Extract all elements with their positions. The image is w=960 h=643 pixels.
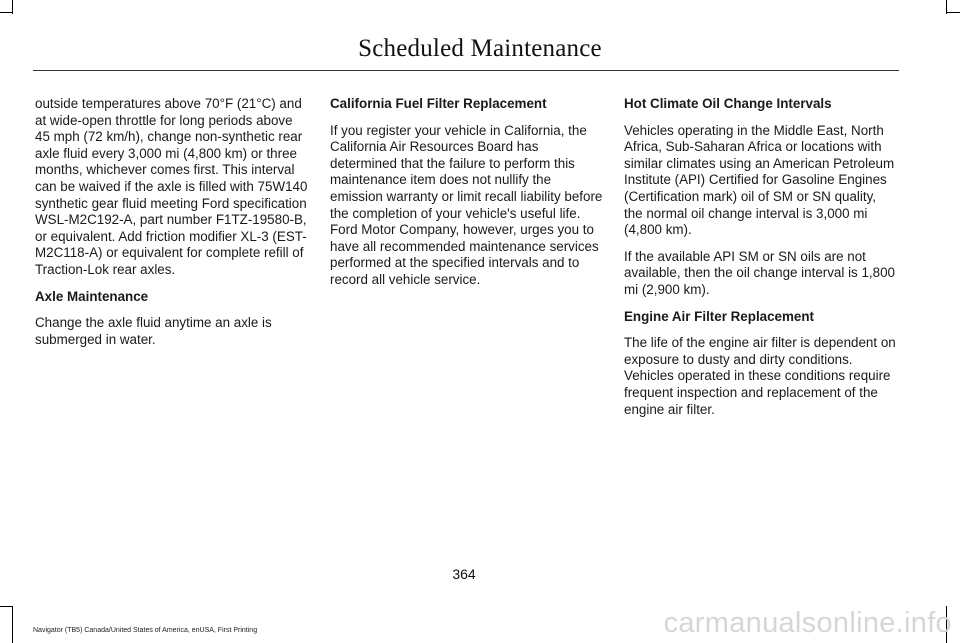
rear-axle-fluid-paragraph: outside temperatures above 70°F (21°C) and at wide-open throttle for long periods above 45 mph (72 km/h), change non-synthetic rear axle fluid every 3,000 mi (4,800 km) or three months, whichever comes first. This interval can be waived if the axle is filled with 75W140 synthetic gear fluid meeting Ford specification WSL-M2C192-A, part number F1TZ-19580-B, or equivalent. Add friction modifier XL-3 (EST-M2C118-A) or equivalent for complete refill of Traction-Lok rear axles.	[35, 96, 308, 277]
crop-mark-bottom-left-v	[12, 606, 13, 643]
crop-mark-bottom-left-h	[0, 606, 13, 607]
text-column-middle	[330, 96, 604, 299]
text-column-right	[624, 96, 898, 428]
california-fuel-filter-paragraph: If you register your vehicle in California, the California Air Resources Board has determined that the failure to perform this maintenance item does not nullify the emission warranty or limit recall liability before the completion of your vehicle's useful life. Ford Motor Company, however, urges you to have all recommended maintenance services performed at the specified intervals and to record all vehicle service.	[330, 122, 603, 287]
page-title: Scheduled Maintenance	[358, 35, 602, 62]
text-column-left	[35, 96, 309, 358]
crop-mark-top-left-h	[0, 12, 13, 13]
watermark: carmanualsonline.info	[663, 607, 952, 639]
axle-maintenance-paragraph: Change the axle fluid anytime an axle is submerged in water.	[35, 315, 272, 347]
page-number: 364	[452, 566, 476, 582]
title-divider	[33, 70, 899, 71]
hot-climate-oil-paragraph: Vehicles operating in the Middle East, North Africa, Sub-Saharan Africa or locations with similar climates using an American Petroleum Institute (API) Certified for Gasoline Engines (Certification mark) oil of SM or SN quality, the normal oil change interval is 3,000 mi (4,800 km).	[624, 122, 895, 238]
engine-air-filter-heading: Engine Air Filter Replacement	[624, 308, 814, 324]
engine-air-filter-paragraph: The life of the engine air filter is dependent on exposure to dusty and dirty conditions. Vehicles operated in these conditions require frequent inspection and replacement of the engine air filter.	[624, 335, 896, 417]
crop-mark-top-right-h	[946, 12, 960, 13]
edition-footer: Navigator (TB5) Canada/United States of America, enUSA, First Printing	[33, 627, 258, 634]
hot-climate-oil-heading: Hot Climate Oil Change Intervals	[624, 96, 832, 111]
california-fuel-filter-heading: California Fuel Filter Replacement	[330, 96, 547, 111]
api-oil-availability-paragraph: If the available API SM or SN oils are not available, then the oil change interval is 1,800 mi (2,900 km).	[624, 248, 895, 297]
axle-maintenance-heading: Axle Maintenance	[35, 288, 149, 304]
